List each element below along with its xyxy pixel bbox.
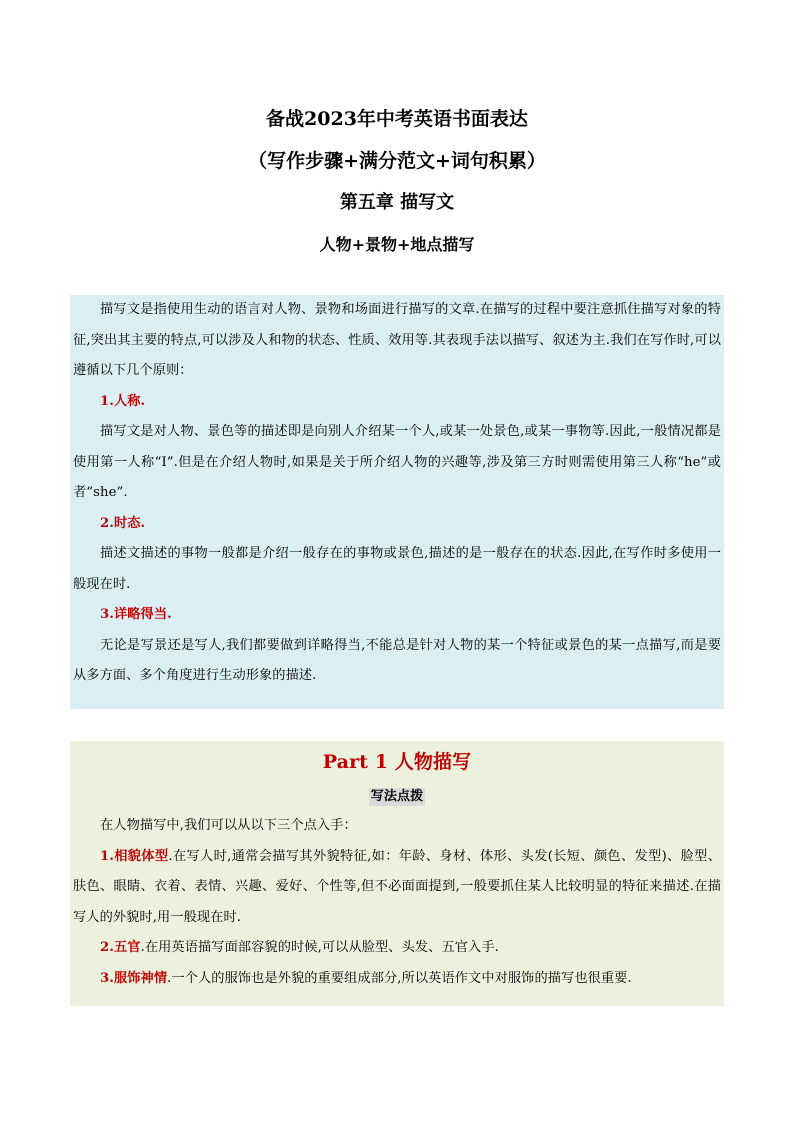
topic-title: 人物+景物+地点描写 [319, 235, 475, 254]
document-subtitle: （写作步骤+满分范文+词句积累） [248, 150, 546, 172]
principle-2-text: 描述文描述的事物一般都是介绍一般存在的事物或景色,描述的是一般存在的状态.因此,在写作时多使用一般现在时. [73, 546, 721, 592]
chapter-title: 第五章 描写文 [339, 192, 455, 213]
item-2-label: 2.五官 [100, 940, 141, 955]
principle-1-text: 描写文是对人物、景色等的描述即是向别人介绍某一个人,或某一处景色,或某一事物等.因此,一般情况都是使用第一人称“I”.但是在介绍人物时,如果是关于所介绍人物的兴趣等,涉及第三方时则需使用第三人称“he”或者“she”. [73, 424, 721, 500]
principle-2-heading: 2.时态. [100, 515, 146, 531]
intro-box [70, 295, 724, 709]
section-label: 写法点拨 [370, 789, 424, 804]
part1-item-3 [70, 964, 724, 995]
part1-lead: 在人物描写中,我们可以从以下三个点入手： [100, 818, 357, 833]
item-3-label: 3.服饰神情 [100, 970, 168, 986]
document-title: 备战2023年中考英语书面表达 [266, 108, 528, 130]
principle-3-heading: 3.详略得当. [100, 607, 172, 622]
item-2-text: .在用英语描写面部容貌的时候,可以从脸型、头发、五官入手. [140, 940, 499, 955]
intro-paragraph: 描写文是指使用生动的语言对人物、景物和场面进行描写的文章.在描写的过程中要注意抓住描写对象的特征,突出其主要的特点,可以涉及人和物的状态、性质、效用等.其表现手法以描写、叙述为主.我们在写作时,可以遵循以下几个原则： [73, 302, 721, 378]
part1-box [70, 741, 724, 1006]
item-1-label: 1.相貌体型 [100, 848, 169, 864]
part1-title: Part 1 人物描写 [322, 751, 472, 773]
part1-item-2 [70, 933, 724, 964]
principle-1-heading: 1.人称. [100, 393, 146, 409]
principle-3-text: 无论是写景还是写人,我们都要做到详略得当,不能总是针对人物的某一个特征或景色的某一点描写,而是要从多方面、多个角度进行生动形象的描述. [73, 637, 721, 683]
part1-item-1 [70, 842, 724, 934]
item-3-text: .一个人的服饰也是外貌的重要组成部分,所以英语作文中对服饰的描写也很重要. [167, 970, 632, 986]
item-1-text: .在写人时,通常会描写其外貌特征,如：年龄、身材、体形、头发(长短、颜色、发型)、脸型、肤色、眼睛、衣着、表情、兴趣、爱好、个性等,但不必面面提到,一般要抓住某人比较明显的特征来描述.在描写人的外貌时,用一般现在时. [73, 848, 721, 925]
section-label-wrap [70, 783, 724, 811]
